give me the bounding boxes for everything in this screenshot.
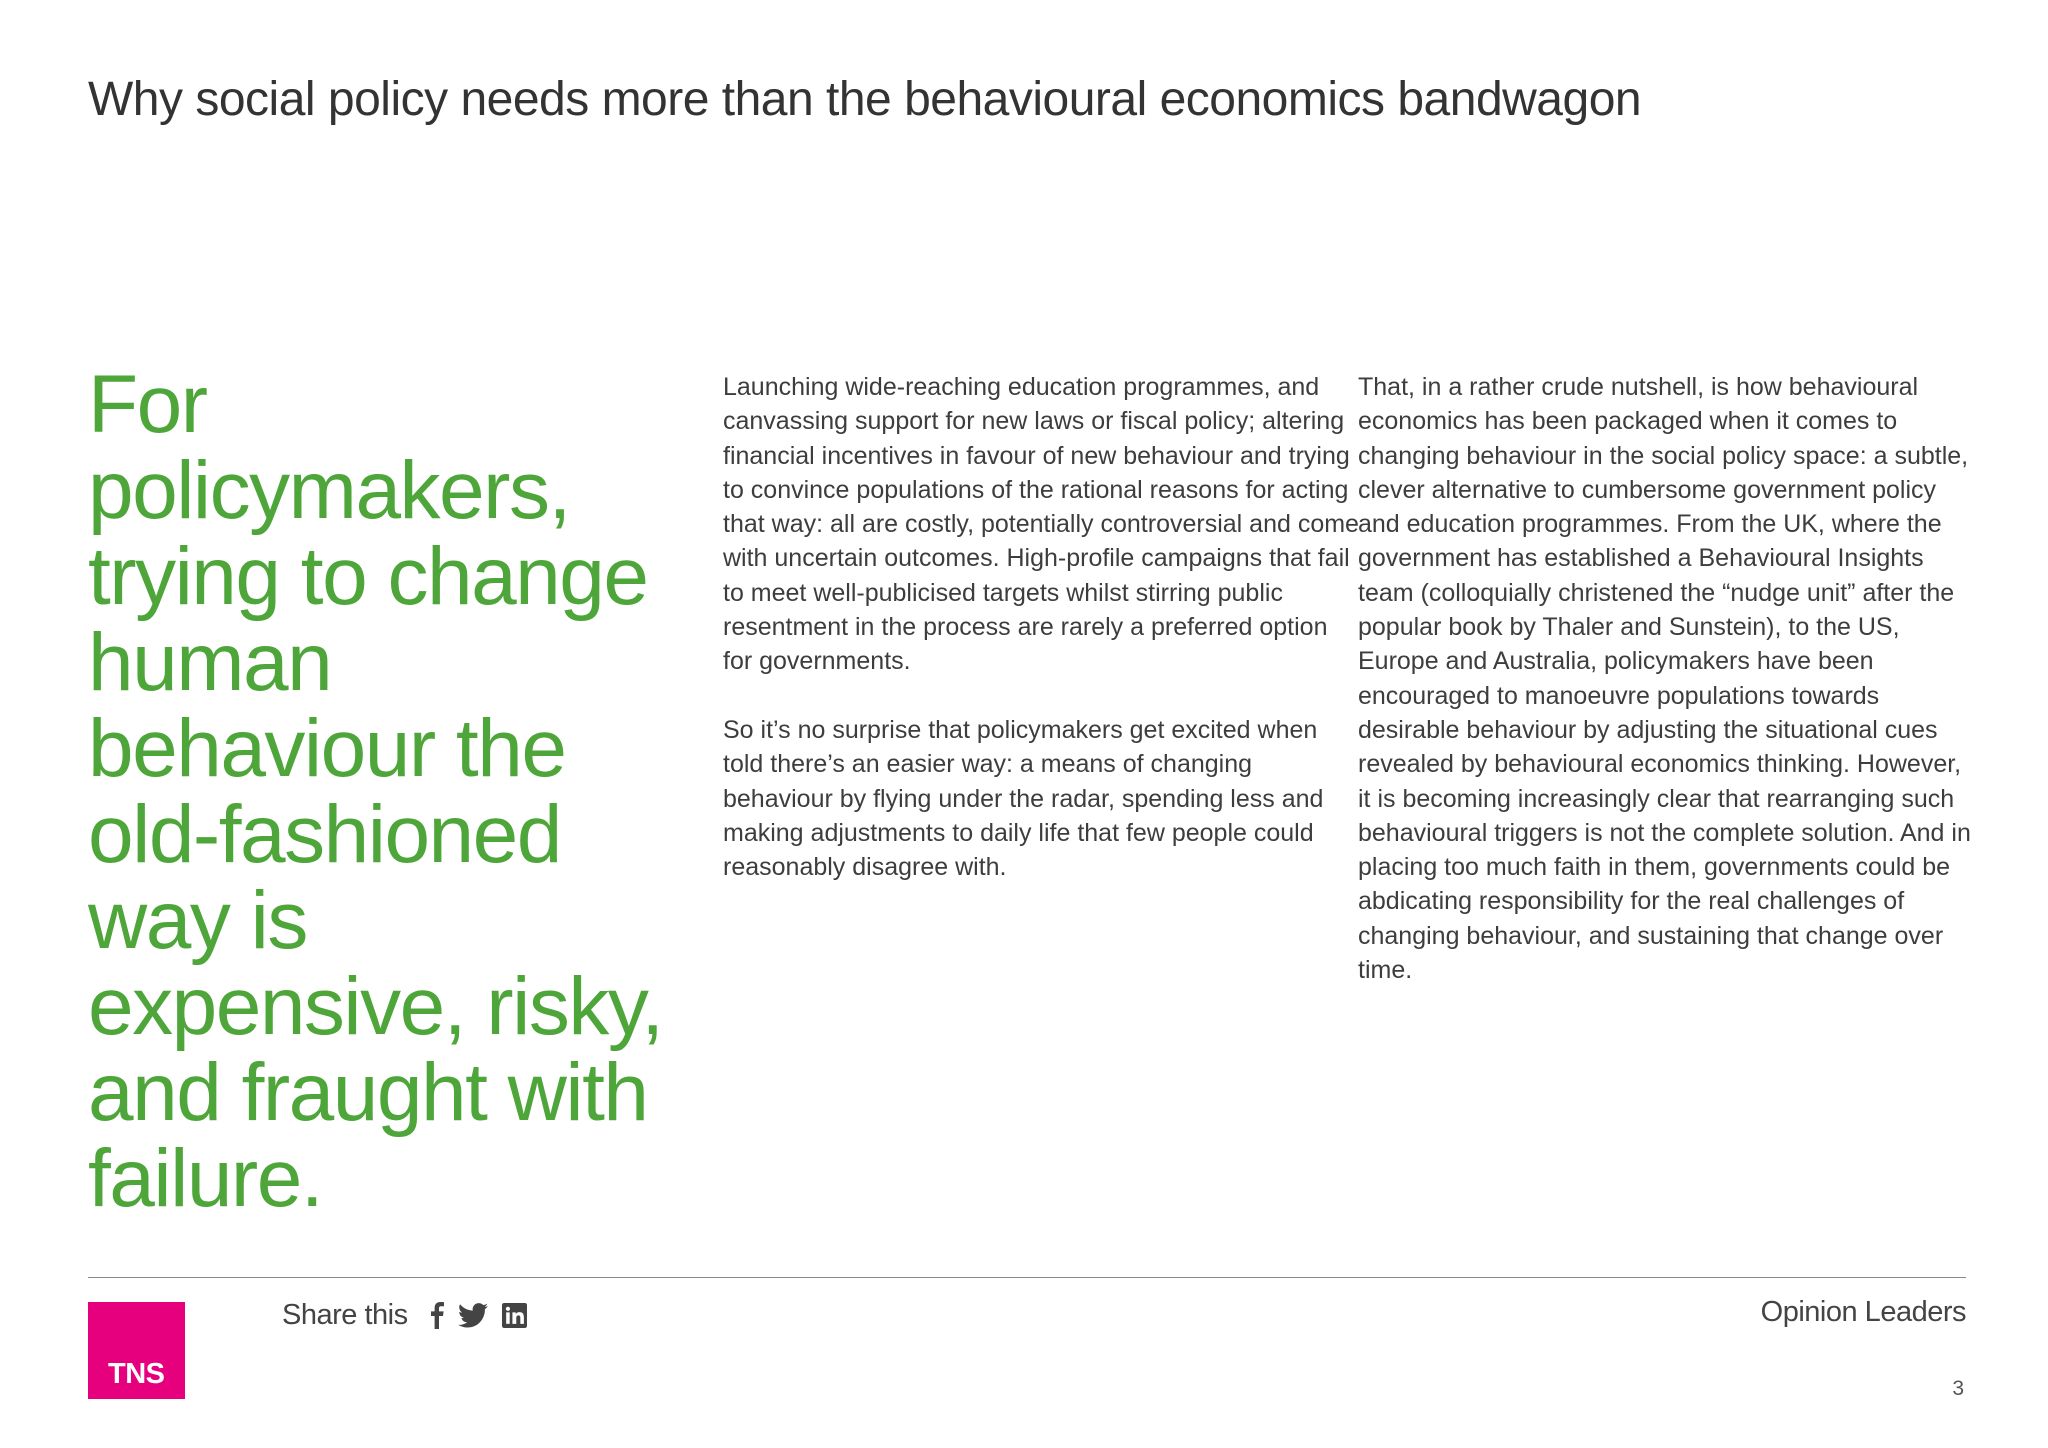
body-column-2: [1358, 370, 1978, 1022]
tns-logo: [88, 1302, 185, 1399]
footer-divider: [88, 1277, 1966, 1278]
body-paragraph: So it’s no surprise that policymakers get excited when told there’s an easier way: a means of changing behaviour by flying under the radar, spending less and making adjustments to daily life that few people could reasonably disagree with.: [723, 715, 1324, 882]
share-label: Share this: [282, 1298, 408, 1331]
page-title: Why social policy needs more than the behavioural economics bandwagon: [88, 73, 1642, 126]
page-number: 3: [1952, 1377, 1964, 1400]
linkedin-icon[interactable]: [502, 1300, 527, 1330]
twitter-icon[interactable]: [458, 1300, 488, 1330]
body-column-1: [723, 370, 1363, 919]
pull-quote: For policymakers, trying to change human behaviour the old-fashioned way is expensive, risky, and fraught with failure.: [88, 359, 663, 1224]
logo-text: TNS: [108, 1358, 165, 1390]
facebook-icon[interactable]: [430, 1300, 444, 1330]
body-paragraph: Launching wide-reaching education programmes, and canvassing support for new laws or fiscal policy; altering financial incentives in favour of new behaviour and trying to convince populations of the rational reasons for acting that way: all are costly, potentially controversial and come with uncertain outcomes. High-profile campaigns that fail to meet well-publicised targets whilst stirring public resentment in the process are rarely a preferred option for governments.: [723, 373, 1359, 676]
share-bar: [282, 1296, 541, 1334]
body-paragraph: That, in a rather crude nutshell, is how behavioural economics has been packaged when it comes to changing behaviour in the social policy space: a subtle, clever alternative to cumbersome government policy and education programmes. From the UK, where the government has established a Behavioural Insights team (colloquially christened the “nudge unit” after the popular book by Thaler and Sunstein), to the US, Europe and Australia, policymakers have been encouraged to manoeuvre populations towards desirable behaviour by adjusting the situational cues revealed by behavioural economics thinking. However, it is becoming increasingly clear that rearranging such behavioural triggers is not the complete solution. And in placing too much faith in them, governments could be abdicating responsibility for the real challenges of changing behaviour, and sustaining that change over time.: [1358, 373, 1971, 985]
section-name: Opinion Leaders: [1760, 1296, 1966, 1328]
